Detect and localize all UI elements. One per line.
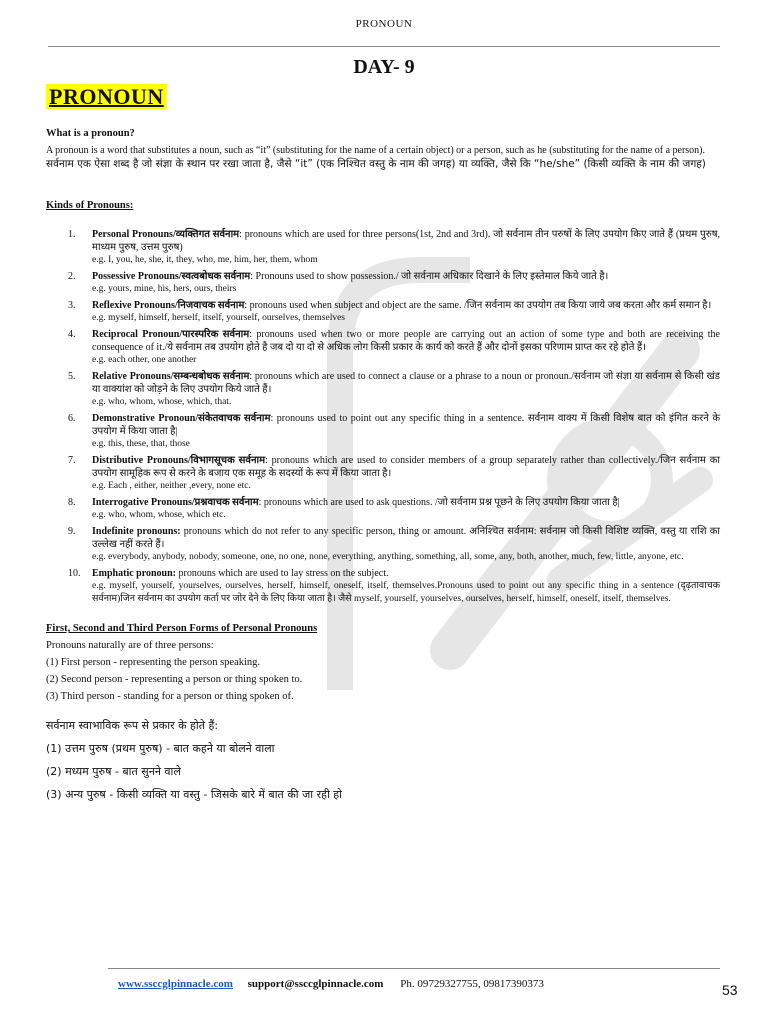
- item-number: 1.: [68, 229, 76, 240]
- item-text: : pronouns which are used for three persons(1st, 2nd and 3rd). जो सर्वनाम तीन परुषों के लिए उपयोग किए जाते हैं (प्रथम पुरुष, माध्यम पुरुष, उत्तम पुरुष): [92, 229, 720, 253]
- item-number: 9.: [68, 526, 76, 537]
- item-term: Interrogative Pronouns/प्रश्नवाचक सर्वनाम: [92, 497, 259, 508]
- phone-numbers: Ph. 09729327755, 09817390373: [400, 978, 544, 990]
- item-text: pronouns which are used to lay stress on the subject.: [176, 568, 389, 579]
- item-number: 10.: [68, 568, 81, 579]
- item-number: 5.: [68, 371, 76, 382]
- page-title: PRONOUN: [46, 84, 167, 109]
- persons-en: [46, 639, 720, 704]
- item-number: 6.: [68, 413, 76, 424]
- item-example: e.g. who, whom, whose, which, that.: [92, 397, 232, 407]
- definition-hi: सर्वनाम एक ऐसा शब्द है जो संज्ञा के स्थान पर रखा जाता है, जैसे “it” (एक निश्चित वस्तु के नाम की जगह) या व्यक्ति, जैसे कि “he/she” (किसी व्यक्ति के नाम की जगह): [46, 158, 706, 170]
- list-item: [46, 525, 720, 564]
- list-item: [46, 299, 720, 325]
- list-item: [46, 328, 720, 367]
- day-heading: DAY- 9: [353, 56, 415, 78]
- item-term: Possessive Pronouns/स्वत्वबोधक सर्वनाम: [92, 271, 251, 282]
- page-number: 53: [722, 982, 738, 998]
- persons-line: (3) Third person - standing for a person or thing spoken of.: [46, 691, 294, 702]
- item-text: pronouns which do not refer to any specific person, thing or amount. अनिश्चित सर्वनाम: सर्वनाम जो किसी विशिष्ट व्यक्ति, वस्तु या राशि का उल्लेख नहीं करते हैं।: [92, 526, 720, 550]
- footer: [118, 978, 544, 990]
- footer-divider: [108, 968, 720, 969]
- item-example: e.g. myself, yourself, yourselves, ourselves, herself, himself, oneself, itself, themselves.Pronouns used to point out any specific thing in a sentence (दृढ़तावाचक सर्वनाम)जिन सर्वनाम का उपयोग कर्ता पर जोर देने के लिए किया जाता है। जैसे myself, yourself, yourselves, ourselves, herself, himself, oneself, itself, themselves.: [92, 581, 720, 604]
- persons-hindi-line: सर्वनाम स्वाभाविक रूप से प्रकार के होते हैं:: [46, 719, 219, 732]
- item-term: Distributive Pronouns/विभागसूचक सर्वनाम: [92, 455, 266, 466]
- item-example: e.g. each other, one another: [92, 355, 197, 365]
- item-term: Demonstrative Pronoun/संकेतवाचक सर्वनाम: [92, 413, 271, 424]
- list-item: [46, 567, 720, 606]
- item-text: : pronouns used to point out any specific thing in a sentence. सर्वनाम वाक्य में किसी विशेष बात को इंगित करने के उपयोग में किया जाता है|: [92, 413, 720, 437]
- item-term: Reflexive Pronouns/निजवाचक सर्वनाम: [92, 300, 245, 311]
- persons-hi: [46, 718, 720, 802]
- support-email: support@ssccglpinnacle.com: [247, 978, 384, 990]
- list-item: [46, 454, 720, 493]
- persons-hindi-line: (3) अन्य पुरुष - किसी व्यक्ति या वस्तु - जिसके बारे में बात की जा रही हो: [46, 788, 342, 801]
- item-term: Relative Pronouns/सम्बन्धबोधक सर्वनाम: [92, 371, 250, 382]
- list-item: [46, 228, 720, 267]
- persons-hindi-line: (1) उत्तम पुरुष (प्रथम पुरुष) - बात कहने या बोलने वाला: [46, 742, 275, 755]
- item-term: Reciprocal Pronoun/पारस्परिक सर्वनाम: [92, 329, 250, 340]
- intro-question: What is a pronoun?: [46, 128, 135, 139]
- item-number: 3.: [68, 300, 76, 311]
- item-text: : pronouns used when subject and object are the same. /जिन सर्वनाम का उपयोग तब किया जाये जब करता और कर्म समान है।: [244, 300, 712, 311]
- item-number: 4.: [68, 329, 76, 340]
- persons-hindi-line: (2) मध्यम पुरुष - बात सुनने वाले: [46, 765, 181, 778]
- definition-en: A pronoun is a word that substitutes a noun, such as “it” (substituting for the name of a certain object) or a person, such as he (substituting for the name of a person).: [46, 145, 706, 156]
- main-content: [46, 127, 720, 810]
- title-wrap: [46, 84, 167, 110]
- item-text: : pronouns which are used to consider members of a group separately rather than collectively./जिन सर्वनाम का उपयोग सामूहिक रूप से करने के बजाय एक समूह के सदस्यों के रूप में किया जाता है।: [92, 455, 720, 479]
- list-item: [46, 412, 720, 451]
- item-example: e.g. myself, himself, herself, itself, yourself, ourselves, themselves: [92, 313, 346, 323]
- item-example: e.g. Each , either, neither ,every, none etc.: [92, 481, 251, 491]
- list-item: [46, 496, 720, 522]
- persons-line: (1) First person - representing the person speaking.: [46, 657, 261, 668]
- item-text: : pronouns which are used to ask questions. /जो सर्वनाम प्रश्न पूछने के लिए उपयोग किया जाता है|: [258, 497, 620, 508]
- running-header: PRONOUN: [355, 18, 413, 30]
- persons-heading: First, Second and Third Person Forms of Personal Pronouns: [46, 623, 318, 634]
- list-item: [46, 270, 720, 296]
- item-example: e.g. who, whom, whose, which etc.: [92, 510, 226, 520]
- kinds-list: [46, 228, 720, 606]
- item-number: 7.: [68, 455, 76, 466]
- item-text: : pronouns which are used to connect a clause or a phrase to a noun or pronoun./सर्वनाम जो संज्ञा या सर्वनाम से किसी खंड या वाक्यांश को जोड़ने के लिए उपयोग किये जाते हैं।: [92, 371, 720, 395]
- item-text: : Pronouns used to show possession./ जो सर्वनाम अधिकार दिखाने के लिए इस्तेमाल किये जाते है।: [250, 271, 609, 282]
- item-term: Personal Pronouns/व्यक्तिगत सर्वनाम: [92, 229, 240, 240]
- persons-line: (2) Second person - representing a person or thing spoken to.: [46, 674, 303, 685]
- item-number: 8.: [68, 497, 76, 508]
- website-link[interactable]: www.ssccglpinnacle.com: [118, 978, 233, 990]
- item-example: e.g. I, you, he, she, it, they, who, me, him, her, them, whom: [92, 255, 318, 265]
- item-term: Emphatic pronoun:: [92, 568, 177, 579]
- item-number: 2.: [68, 271, 76, 282]
- list-item: [46, 370, 720, 409]
- item-term: Indefinite pronouns:: [92, 526, 181, 537]
- persons-line: Pronouns naturally are of three persons:: [46, 640, 214, 651]
- kinds-heading: Kinds of Pronouns:: [46, 200, 134, 211]
- header-divider: [48, 46, 720, 47]
- item-example: e.g. yours, mine, his, hers, ours, theirs: [92, 284, 237, 294]
- item-text: : pronouns used when two or more people are carrying out an action of some type and both are receiving the consequence of it./ये सर्वनाम तब उपयोग होते है जब दो या दो से अधिक लोग किसी प्रकार के कार्य को करते हैं और दोनों इसका परिणाम प्राप्त कर रहे होते हैं।: [92, 329, 720, 353]
- item-example: e.g. everybody, anybody, nobody, someone, one, no one, none, everything, anything, something, all, some, any, both, another, much, few, little, anyone, etc.: [92, 552, 684, 562]
- item-example: e.g. this, these, that, those: [92, 439, 190, 449]
